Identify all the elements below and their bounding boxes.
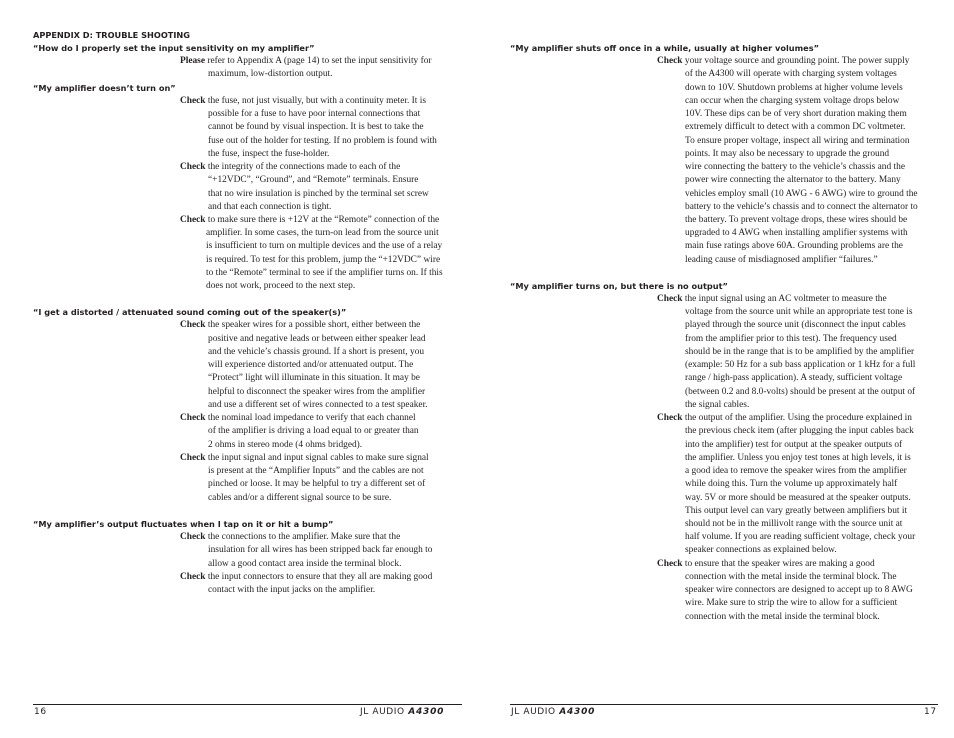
answer-line: power wire connecting the alternator to the battery. Many bbox=[685, 175, 901, 185]
answer-line: main fuse ratings above 60A. Grounding problems are the bbox=[685, 241, 903, 251]
answer-line: the previous check item (after plugging the input cables back bbox=[685, 426, 914, 436]
answer-line: half volume. If you are reading sufficient voltage, check your bbox=[685, 532, 916, 542]
answer-line: leading cause of misdiagnosed amplifier “failures.” bbox=[685, 255, 878, 265]
answer-line: This output level can vary greatly between amplifiers but it bbox=[685, 506, 908, 516]
answer-line: played through the source unit (disconnect the input cables bbox=[685, 320, 906, 330]
answer-line: the amplifier. Unless you enjoy test tones at high levels, it is bbox=[685, 453, 911, 463]
page-number: 16 bbox=[34, 707, 47, 717]
answer-line: Check to ensure that the speaker wires are making a good bbox=[657, 559, 875, 569]
answer-line: from the amplifier prior to this test). The frequency used bbox=[685, 334, 897, 344]
answer-line: does not work, proceed to the next step. bbox=[206, 281, 356, 291]
answer-line: can occur when the charging system voltage drops below bbox=[685, 96, 900, 106]
answer-line: positive and negative leads or between either speaker lead bbox=[208, 334, 426, 344]
answer-line: the signal cables. bbox=[685, 400, 750, 410]
answer-line: extremely difficult to detect with a common DC voltmeter. bbox=[685, 122, 906, 132]
answer-line: “Protect” light will illuminate in this situation. It may be bbox=[208, 373, 420, 383]
answer-line: To ensure proper voltage, inspect all wiring and termination bbox=[685, 136, 910, 146]
footer-rule bbox=[510, 704, 938, 705]
answer-line: helpful to disconnect the speaker wires from the amplifier bbox=[208, 387, 426, 397]
answer-line: Check the connections to the amplifier. Make sure that the bbox=[180, 532, 401, 542]
answer-line: Check the input connectors to ensure that they all are making good bbox=[180, 572, 433, 582]
footer-brand: JL AUDIO A4300 bbox=[511, 707, 596, 717]
answer-line: the fuse, inspect the fuse-holder. bbox=[208, 149, 330, 159]
check-label: Check bbox=[657, 56, 683, 66]
page-number: 17 bbox=[924, 707, 937, 717]
answer-line: wire connecting the battery to the vehicle’s chassis and the bbox=[685, 162, 905, 172]
answer-line: Check the output of the amplifier. Using the procedure explained in bbox=[657, 413, 912, 423]
answer-line: Check the fuse, not just visually, but with a continuity meter. It is bbox=[180, 96, 426, 106]
question-heading: “My amplifier shuts off once in a while, usually at higher volumes” bbox=[510, 43, 819, 53]
check-label: Check bbox=[180, 572, 206, 582]
answer-line: points. It may also be necessary to upgrade the ground bbox=[685, 149, 890, 159]
answer-line: a good idea to remove the speaker wires from the amplifier bbox=[685, 466, 907, 476]
question-heading: “How do I properly set the input sensitivity on my amplifier” bbox=[33, 43, 315, 53]
answer-line: way. 5V or more should be measured at the speaker outputs. bbox=[685, 493, 911, 503]
answer-line: “+12VDC”, “Ground”, and “Remote” terminals. Ensure bbox=[208, 175, 419, 185]
answer-line: should be in the range that is to be amplified by the amplifier bbox=[685, 347, 915, 357]
answer-line: possible for a fuse to have poor internal connections that bbox=[208, 109, 421, 119]
question-heading: “My amplifier turns on, but there is no output” bbox=[510, 281, 728, 291]
answer-line: 2 ohms in stereo mode (4 ohms bridged). bbox=[208, 440, 363, 450]
answer-line: down to 10V. Shutdown problems at higher volume levels bbox=[685, 83, 903, 93]
answer-line: voltage from the source unit while an appropriate test tone is bbox=[685, 307, 913, 317]
answer-line: into the amplifier) test for output at the speaker outputs of bbox=[685, 440, 903, 450]
answer-line: should not be in the millivolt range with the source unit at bbox=[685, 519, 903, 529]
answer-line: and the vehicle’s chassis ground. If a short is present, you bbox=[208, 347, 425, 357]
answer-line: cables and/or a different signal source to be sure. bbox=[208, 493, 392, 503]
answer-line: upgraded to 4 AWG when installing amplifier systems with bbox=[685, 228, 908, 238]
answer-line: of the A4300 will operate with charging system voltages bbox=[685, 69, 897, 79]
answer-line: (example: 50 Hz for a sub bass application or 1 kHz for a full bbox=[685, 360, 916, 370]
answer-line: (between 0.2 and 8.0-volts) should be present at the output of bbox=[685, 387, 916, 397]
answer-line: and that each connection is tight. bbox=[208, 202, 332, 212]
answer-line: is required. To test for this problem, jump the “+12VDC” wire bbox=[206, 255, 441, 265]
answer-line: while doing this. Turn the volume up approximately half bbox=[685, 479, 898, 489]
answer-line: connection with the metal inside the terminal block. bbox=[685, 612, 880, 622]
question-heading: “My amplifier’s output fluctuates when I tap on it or hit a bump” bbox=[33, 519, 334, 529]
answer-line: and use a different set of wires connected to a test speaker. bbox=[208, 400, 428, 410]
answer-line: wire. Make sure to strip the wire to allow for a sufficient bbox=[685, 598, 898, 608]
appendix-title: APPENDIX D: TROUBLE SHOOTING bbox=[33, 30, 190, 40]
answer-line: Check to make sure there is +12V at the “Remote” connection of the bbox=[180, 215, 440, 225]
check-label: Check bbox=[657, 294, 683, 304]
answer-line: is insufficient to turn on multiple devices and the use of a relay bbox=[206, 241, 443, 251]
answer-line: Check the integrity of the connections made to each of the bbox=[180, 162, 401, 172]
answer-line: Check the input signal and input signal cables to make sure signal bbox=[180, 453, 429, 463]
footer-model: A4300 bbox=[408, 707, 445, 717]
check-label: Check bbox=[657, 559, 683, 569]
footer-rule bbox=[33, 704, 462, 705]
answer-line: contact with the input jacks on the amplifier. bbox=[208, 585, 376, 595]
answer-line: will experience distorted and/or attenuated output. The bbox=[208, 360, 414, 370]
footer-model: A4300 bbox=[559, 707, 596, 717]
check-label: Check bbox=[180, 96, 206, 106]
answer-line: speaker wire connectors are designed to accept up to 8 AWG bbox=[685, 585, 913, 595]
answer-line: fuse out of the holder for testing. If no problem is found with bbox=[208, 136, 437, 146]
answer-line: Check the nominal load impedance to verify that each channel bbox=[180, 413, 416, 423]
answer-line: of the amplifier is driving a load equal to or greater than bbox=[208, 426, 419, 436]
answer-line: Check the speaker wires for a possible short, either between the bbox=[180, 320, 421, 330]
answer-line: range / high-pass application). A steady, sufficient voltage bbox=[685, 373, 903, 383]
question-heading: “My amplifier doesn’t turn on” bbox=[33, 83, 176, 93]
answer-line: maximum, low-distortion output. bbox=[208, 69, 333, 79]
answer-line: speaker connections as explained below. bbox=[685, 545, 837, 555]
answer-line: allow a good contact area inside the terminal block. bbox=[208, 559, 402, 569]
check-label: Check bbox=[180, 320, 206, 330]
answer-line: cannot be found by visual inspection. It is best to take the bbox=[208, 122, 424, 132]
answer-line: amplifier. In some cases, the turn-on lead from the source unit bbox=[206, 228, 439, 238]
answer-line: Check your voltage source and grounding point. The power supply bbox=[657, 56, 910, 66]
check-label: Check bbox=[657, 413, 683, 423]
check-label: Check bbox=[180, 532, 206, 542]
check-label: Check bbox=[180, 215, 206, 225]
answer-line: that no wire insulation is pinched by the terminal set screw bbox=[208, 189, 429, 199]
please-label: Please bbox=[180, 56, 205, 66]
check-label: Check bbox=[180, 162, 206, 172]
check-label: Check bbox=[180, 453, 206, 463]
check-label: Check bbox=[180, 413, 206, 423]
answer-line: 10V. These dips can be of very short duration making them bbox=[685, 109, 907, 119]
answer-line: pinched or loose. It may be helpful to try a different set of bbox=[208, 479, 426, 489]
answer-line: battery to the vehicle’s chassis and to connect the alternator to bbox=[685, 202, 918, 212]
right-page bbox=[477, 0, 954, 738]
answer-line: insulation for all wires has been stripped back far enough to bbox=[208, 545, 433, 555]
footer-brand: JL AUDIO A4300 bbox=[360, 707, 445, 717]
answer-line: Please refer to Appendix A (page 14) to set the input sensitivity for bbox=[180, 56, 432, 66]
answer-line: to the “Remote” terminal to see if the amplifier turns on. If this bbox=[206, 268, 443, 278]
question-heading: “I get a distorted / attenuated sound coming out of the speaker(s)” bbox=[33, 307, 347, 317]
answer-line: is present at the “Amplifier Inputs” and the cables are not bbox=[208, 466, 424, 476]
answer-line: vehicles employ small (10 AWG - 6 AWG) wire to ground the bbox=[685, 189, 918, 199]
answer-line: connection with the metal inside the terminal block. The bbox=[685, 572, 897, 582]
answer-line: Check the input signal using an AC voltmeter to measure the bbox=[657, 294, 887, 304]
answer-line: the battery. To prevent voltage drops, these wires should be bbox=[685, 215, 908, 225]
